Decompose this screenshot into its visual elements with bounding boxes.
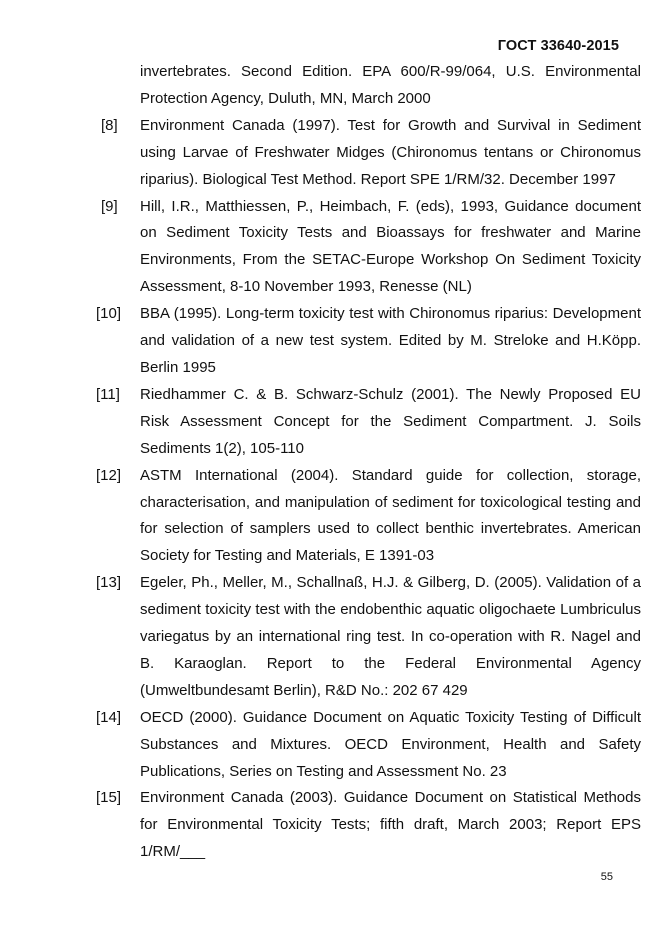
reference-item [96,570,641,705]
reference-item [96,59,641,113]
reference-text: Hill, I.R., Matthiessen, P., Heimbach, F. (eds), 1993, Guidance document on Sediment Toxicity Tests and Bioassays for freshwater and Marine Environments, From the SETAC-Europe Workshop On Sediment Toxicity Assessment, 8-10 November 1993, Renesse (NL) [140,197,641,296]
reference-text: Environment Canada (1997). Test for Growth and Survival in Sediment using Larvae of Freshwater Midges (Chironomus tentans or Chironomus riparius). Biological Test Method. Report SPE 1/RM/32. December 1997 [140,116,641,188]
reference-text: BBA (1995). Long-term toxicity test with Chironomus riparius: Development and validation of a new test system. Edited by M. Streloke and H.Köpp. Berlin 1995 [140,305,641,376]
reference-item [96,301,641,382]
reference-number: [14] [96,708,122,726]
reference-text: OECD (2000). Guidance Document on Aquatic Toxicity Testing of Difficult Substances and Mixtures. OECD Environment, Health and Safety Publications, Series on Testing and Assessment No. 23 [140,708,641,780]
reference-text: ASTM International (2004). Standard guide for collection, storage, characterisation, and manipulation of sediment for toxicological testing and for selection of samplers used to collect benthic invertebrates. American Society for Testing and Materials, E 1391-03 [140,466,641,565]
reference-text: Environment Canada (2003). Guidance Document on Statistical Methods for Environmental Toxicity Tests; fifth draft, March 2003; Report EPS 1/RM/___ [140,789,641,861]
reference-number: [13] [96,574,122,592]
reference-item [96,194,641,302]
reference-list [96,59,641,866]
reference-number: [10] [96,305,122,323]
reference-number: [15] [96,789,122,807]
reference-number: [9] [101,197,118,215]
document-code: ГОСТ 33640-2015 [497,38,619,54]
reference-text: invertebrates. Second Edition. EPA 600/R-99/064, U.S. Environmental Protection Agency, Duluth, MN, March 2000 [140,63,641,107]
page-number: 55 [600,871,613,883]
reference-text: Riedhammer C. & B. Schwarz-Schulz (2001). The Newly Proposed EU Risk Assessment Concept for the Sediment Compartment. J. Soils Sediments 1(2), 105-110 [140,385,641,457]
reference-item [96,382,641,463]
reference-text: Egeler, Ph., Meller, M., Schallnaß, H.J. & Gilberg, D. (2005). Validation of a sediment toxicity test with the endobenthic aquatic oligochaete Lumbriculus variegatus by an international ring test. In co-operation with R. Nagel and B. Karaoglan. Report to the Federal Environmental Agency (Umweltbundesamt Berlin), R&D No.: 202 67 429 [140,574,641,699]
reference-item [96,785,641,866]
reference-item [96,463,641,571]
reference-item [96,113,641,194]
reference-number: [11] [96,385,120,403]
reference-item [96,705,641,786]
reference-number: [8] [101,116,118,134]
reference-number: [12] [96,466,122,484]
